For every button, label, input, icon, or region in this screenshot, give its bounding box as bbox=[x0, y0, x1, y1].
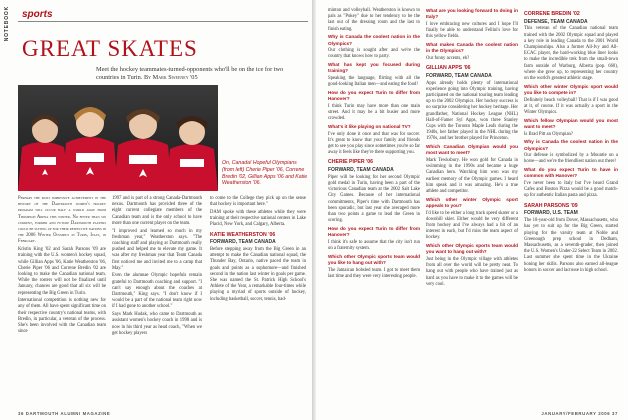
question: What are you looking forward to doing in Italy? bbox=[426, 8, 518, 20]
team-photo bbox=[18, 85, 218, 191]
answer: Our defense is symbolized by a Mountie on a horse—and we're the friendliest nation out there! bbox=[524, 153, 618, 165]
paragraph: "I improved and learned so much in my freshman year," Weatherston says. "The coaching staff and playing at Dartmouth really pushed and helped me to elevate my game. It was after my freshman year that Team Canada first noticed me and invited me to a camp that May." bbox=[112, 228, 202, 271]
column-3 bbox=[210, 196, 306, 304]
answer: I've never been to Italy but I've heard Grand Cafes and Boston Pizza would be a good match-up for authentic Italian pasta and pizza. bbox=[524, 181, 618, 199]
paragraph: This veteran of the Canadian national team trained with the 2002 Olympic squad and played a key role in leading Canada to the 2001 World Championships. Also a former All-Ivy and All-ECAC player, the hard-working blue liner looks to make the incredible trek from the small-town farm outside of Warburg, Alberta (pop. 660), where she grew up, to representing her country on the world's greatest athletic stage. bbox=[524, 26, 618, 82]
question: Why is Canada the coolest nation in the Olympics? bbox=[328, 34, 420, 46]
paragraph: International competition is nothing new for any of them. All have spent significant time on their respective country's national teams, with Bredin, in particular, a veteran of the process. She's been involved with the Canadian team since bbox=[18, 298, 106, 335]
question: Which other winter Olympic sport would you like to compete in? bbox=[524, 83, 618, 95]
question: How do you expect Turin to differ from Hanover? bbox=[328, 226, 420, 238]
profile-team: DEFENSE, TEAM CANADA bbox=[524, 18, 588, 25]
paragraph: DAM spoke with these athletes while they were training at their respective national centers in Lake Placid, New York, and Calgary, Alberta. bbox=[210, 209, 306, 228]
paragraph: Before stepping away from the Big Green in an attempt to make the Canadian national squad, the Thunder Bay, Ontario, native paced the team in goals and points as a sophomore—and finished second in the nation last winter in goals per game. She was named the St. Patrick High School's Athlete of the Year, a remarkable four-times while playing a myriad of sports outside of hockey, including basketball, soccer, tennis, bad- bbox=[210, 246, 306, 302]
profile-name: SARAH PARSONS '09 bbox=[524, 202, 578, 209]
paragraph: minton and volleyball. Weatherston is known to pals as "Pokey" due to her tendency to be the last out of the dressing room and the last to finish eating. bbox=[328, 8, 420, 32]
profile-name: GILLIAN APPS '06 bbox=[426, 65, 471, 72]
question: Which other winter Olympic sport appeals to you? bbox=[426, 196, 518, 208]
column-r1 bbox=[328, 8, 420, 282]
right-page bbox=[316, 0, 628, 420]
question: What makes Canada the coolest nation in the Olympics? bbox=[426, 42, 518, 54]
answer: Just being in the Olympic village with athletes from all over the world will be pretty neat. To hang out with people who have trained just as hard as you have to make it to the games will be very cool. bbox=[426, 257, 518, 287]
profile-team: FORWARD, U.S. TEAM bbox=[524, 210, 578, 217]
left-page bbox=[0, 0, 312, 420]
paragraph: The 18-year-old from Dover, Massachusetts, who has yet to suit up for the Big Green, started playing for the varsity team at Noble and Greenough prep school in Dedham, Massachusetts, as a seventh-grader, then joined the U.S. Women's Under-22 Select Team in 2002. Last summer she spent time in the Ukraine honing her skills. Parsons also earned all-league honors in soccer and lacrosse in high school. bbox=[524, 218, 618, 273]
answer: Mark Tewksbury. He won gold for Canada in swimming in the 1990s and became a huge Canadian hero. Watching him won was my earliest memory of the Olympic games. I heard him speak and it was amazing. He's a true athlete and competitor. bbox=[426, 157, 518, 194]
paragraph: Piper will be looking for her second Olympic gold medal in Turin, having been a part of the victorious Canadian team at the 2002 Salt Lake City Games. Because of her international commitments, Piper's time with Dartmouth has been sporadic, but last year she averaged more than two points a game to lead the Green in scoring. bbox=[328, 174, 420, 224]
profile-name: CHERIE PIPER '06 bbox=[328, 159, 374, 166]
question: Which fellow Olympian would you most want to meet? bbox=[524, 117, 618, 129]
article-title: GREAT SKATES bbox=[22, 36, 198, 61]
deck-text: Meet the hockey teammates-turned-opponents who'll be on the ice for two countries in Turin. bbox=[96, 66, 284, 82]
paragraph: to come to the College they pick up on the sense that hockey is important here." bbox=[210, 196, 306, 208]
article-deck bbox=[96, 66, 306, 83]
question: What do you expect Turin to have in common with Hanover? bbox=[524, 167, 618, 179]
paragraph: Even the alumnae Olympic hopefuls remain grateful to Dartmouth coaching and support. "I can't say enough about the coaches at Dartmouth," King says. "I don't know if I would be a part of the national team right now if I had gone to another school." bbox=[112, 273, 202, 310]
profile-team: FORWARD, TEAM CANADA bbox=[210, 239, 276, 246]
profile-team: FORWARD, TEAM CANADA bbox=[426, 72, 492, 79]
page-footer-left: 36 DARTMOUTH ALUMNI MAGAZINE bbox=[18, 411, 111, 416]
paragraph: Perhaps the most impressive achievement in the history of the Dartmouth women's hockey program will occur half a world away from Thompson Arena this winter. No fewer than six current, former and future Dartmouth players could be suiting up for their respective nations in the 2006 Winter Olympics in Turin, Italy, in February. bbox=[18, 196, 106, 245]
answer: Definitely beach volleyball! That is if I was good at it, of course. If it was actually a sport in the Winter Olympics. bbox=[524, 97, 618, 116]
question: What's it like playing on national TV? bbox=[328, 123, 411, 129]
profile-name: KATIE WEATHERSTON '06 bbox=[210, 231, 276, 238]
answer: I've only done it once and that was for soccer. It's great to know that your family and friends get to see you play since sometimes you're so far away it feels like they're there supporting you. bbox=[328, 131, 420, 156]
answer: I think it's safe to assume that the city isn't run on a fraternity system. bbox=[328, 239, 420, 252]
column-2 bbox=[112, 196, 202, 338]
answer: I think Turin may have more than one main street. And it may be a bit busier and more crowded. bbox=[328, 103, 420, 122]
column-r3 bbox=[524, 8, 618, 275]
answer: Our clothing is sought after and we're the country that knows how to party. bbox=[328, 48, 420, 60]
question: How do you expect Turin to differ from Hanover? bbox=[328, 89, 420, 102]
column-r2 bbox=[426, 8, 518, 290]
byline: By Mark Sweeney '05 bbox=[143, 74, 198, 82]
profile-team: FORWARD, TEAM CANADA bbox=[328, 167, 394, 174]
profile-name: CORRENE BREDIN '02 bbox=[524, 11, 580, 17]
answer: Our funny accents, eh? bbox=[426, 55, 470, 61]
answer: Speaking the language, flirting with all the good-looking Italian men—and eating the food! bbox=[328, 76, 420, 88]
answer: I love embracing new cultures and I hope I'll finally be able to understand Fellini's love for this yellow fields. bbox=[426, 21, 518, 40]
paragraph: Kristin King '02 and Sarah Parsons '09 are training with the U.S. women's hockey squad, while Gillian Apps '06, Katie Weatherston '06, Cherie Piper '06 and Correne Bredin '02 are looking to make the Canadian national team. While the rosters will not be finalized until January, chances are good that all six will be representing the Big Green in Turin. bbox=[18, 247, 106, 296]
question: Which other Olympic sports team would you like to hang out with? bbox=[328, 253, 420, 266]
question: Why is Canada the coolest nation in the Olympics? bbox=[524, 139, 618, 151]
answer: Is Brad Pitt an Olympian? bbox=[524, 131, 573, 137]
notebook-label: NOTEBOOK bbox=[4, 6, 10, 42]
photo-caption: On, Canada! Hopeful Olympians (from left) Cherie Piper '06, Correne Bredin '02, Gillian Apps '06 and Katie Weatherston '06. bbox=[222, 160, 308, 187]
page-footer-right: JANUARY/FEBRUARY 2006 37 bbox=[541, 411, 618, 416]
question: Which other Olympic sports team would you want to hang out with? bbox=[426, 243, 518, 255]
top-rule bbox=[18, 21, 308, 22]
column-1 bbox=[18, 196, 106, 337]
answer: I'd like to be either a long track speed skater or a downhill skier. Either would be very different from hockey and I've always had a bit of an interest in each, but I'd miss the team aspect of hockey. bbox=[426, 210, 518, 241]
section-label: sports bbox=[22, 9, 53, 20]
question: Which Canadian Olympian would you most want to meet? bbox=[426, 144, 518, 156]
paragraph: Says Mark Hudak, who came to Dartmouth as assistant women's hockey coach in 1998 and is now in his third year as head coach, "When we get hockey players bbox=[112, 312, 202, 336]
paragraph: 1997 and is part of a strong Canada-Dartmouth nexus. Dartmouth has provided three of the eight current collegiate members of the Canadian team and is the only school to have more than one current player on the team. bbox=[112, 196, 202, 226]
answer: The Jamaican bobsled team. I got to meet them last time and they were very interesting people. bbox=[328, 267, 420, 279]
paragraph: Apps already holds plenty of international experience going into Olympic training, having participated on the national touring team leading up to the 2002 Olympics. Her hockey success is no surprise considering her hockey heritage. Her grandfather, National Hockey League (NHL) Hall-of-Famer Syl Apps, won three Stanley Cups with the Toronto Maple Leafs during the 1940s, her father played in the NHL during the 1970s, and her brother played for Princeton. bbox=[426, 80, 518, 142]
question: What has kept you focused during training? bbox=[328, 62, 420, 74]
